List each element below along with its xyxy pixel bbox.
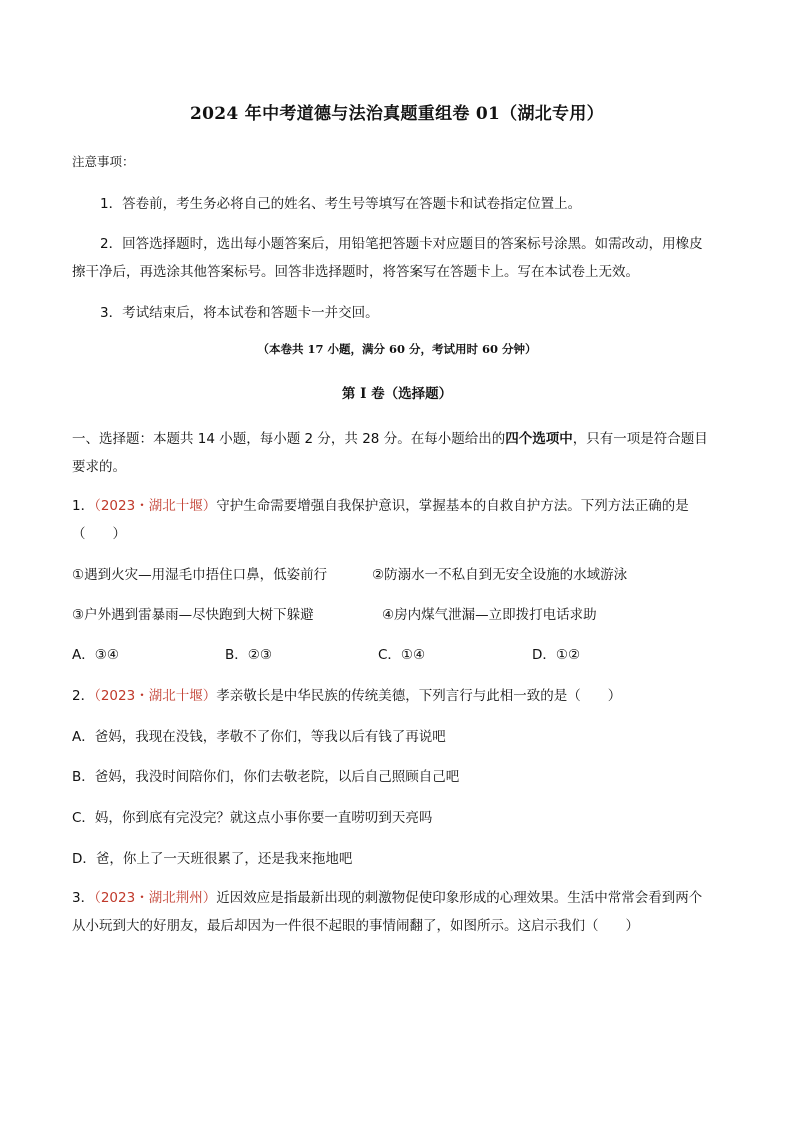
section-instructions-line-2: 要求的。	[72, 459, 126, 475]
question-3-stem-line-1	[72, 886, 702, 906]
choice-b: B．②③	[225, 647, 272, 663]
question-2-choice-a: A．爸妈，我现在没钱，孝敬不了你们，等我以后有钱了再说吧	[72, 729, 446, 745]
question-3-text: 近因效应是指最新出现的刺激物促使印象形成的心理效果。生活中常常会看到两个	[216, 890, 703, 906]
statement-4: ④房内煤气泄漏—立即拨打电话求助	[382, 607, 597, 623]
question-1-number: 1．	[72, 498, 95, 514]
statement-3: ③户外遇到雷暴雨—尽快跑到大树下躲避	[72, 607, 314, 623]
part-title: 第 I 卷（选择题）	[341, 386, 453, 402]
question-2-number: 2．	[72, 688, 95, 704]
question-1-statements-row-1	[72, 563, 628, 583]
question-2-text: 孝亲敬长是中华民族的传统美德，下列言行与此相一致的是（ ）	[216, 688, 622, 704]
note-item-3: 3．考试结束后，将本试卷和答题卡一并交回。	[100, 305, 379, 321]
note-item-2-line-2: 擦干净后，再选涂其他答案标号。回答非选择题时，将答案写在答题卡上。写在本试卷上无效。	[72, 264, 639, 280]
note-item-2-line-1: 2．回答选择题时，选出每小题答案后，用铅笔把答题卡对应题目的答案标号涂黑。如需改动，用橡皮	[100, 236, 703, 252]
page-title: 2024 年中考道德与法治真题重组卷 01（湖北专用）	[190, 104, 604, 124]
question-2-stem	[72, 684, 621, 704]
question-2-choice-c: C．妈，你到底有完没完？就这点小事你要一直唠叨到天亮吗	[72, 810, 433, 826]
question-2-choice-d: D．爸，你上了一天班很累了，还是我来拖地吧	[72, 851, 353, 867]
statement-2: ②防溺水一不私自到无安全设施的水域游泳	[372, 567, 628, 583]
question-1-answer-paren: （ ）	[72, 526, 126, 542]
question-2-source: （2023・湖北十堰）	[94, 688, 217, 704]
question-1-source: （2023・湖北十堰）	[94, 498, 217, 514]
choice-c: C．①④	[378, 647, 426, 663]
question-2-choice-b: B．爸妈，我没时间陪你们，你们去敬老院，以后自己照顾自己吧	[72, 769, 460, 785]
choice-a: A．③④	[72, 647, 119, 663]
question-3-source: （2023・湖北荆州）	[94, 890, 217, 906]
section-suffix: ，只有一项是符合题目	[572, 431, 708, 447]
note-item-1: 1．答卷前，考生务必将自己的姓名、考生号等填写在答题卡和试卷指定位置上。	[100, 196, 582, 212]
section-emphasis: 四个选项中	[505, 431, 573, 447]
question-1-statements-row-2	[72, 603, 597, 623]
question-1-text: 守护生命需要增强自我保护意识，掌握基本的自救自护方法。下列方法正确的是	[216, 498, 689, 514]
statement-1: ①遇到火灾—用湿毛巾捂住口鼻，低姿前行	[72, 567, 328, 583]
exam-info: （本卷共 17 小题，满分 60 分，考试用时 60 分钟）	[257, 342, 537, 356]
question-3-stem-line-2: 从小玩到大的好朋友，最后却因为一件很不起眼的事情闹翻了，如图所示。这启示我们（ ）	[72, 918, 639, 934]
question-3-number: 3．	[72, 890, 95, 906]
section-instructions-line-1	[72, 427, 708, 447]
section-prefix: 一、选择题：本题共 14 小题，每小题 2 分，共 28 分。在每小题给出的	[72, 431, 506, 447]
choice-d: D．①②	[532, 647, 581, 663]
notes-heading: 注意事项：	[72, 154, 135, 169]
question-1-stem	[72, 494, 689, 514]
